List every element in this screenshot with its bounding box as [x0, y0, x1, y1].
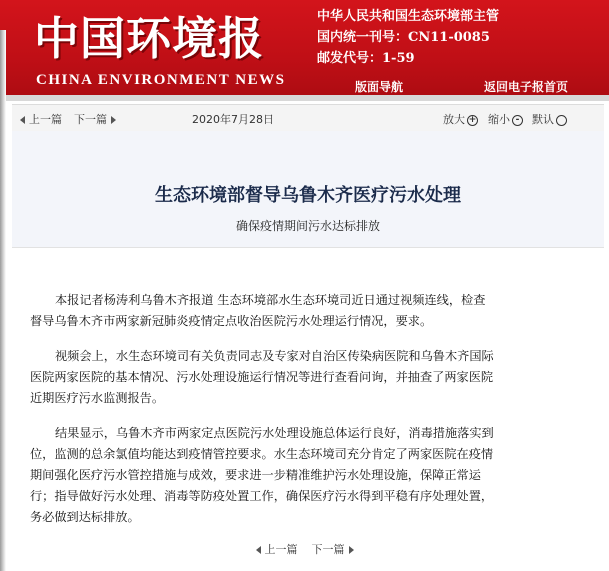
paragraph-line: 位，监测的总余氯值均能达到疫情管控要求。水生态环境司充分肯定了两家医院在疫情 [30, 447, 494, 461]
back-to-home-link[interactable]: 返回电子报首页 [484, 80, 569, 94]
zoom-in-label: 放大 [443, 113, 465, 126]
triangle-right-icon [111, 116, 116, 124]
article-paragraph [30, 290, 485, 332]
triangle-left-icon [20, 116, 25, 124]
prev-article-label: 上一篇 [29, 113, 62, 126]
bottom-article-nav [0, 541, 609, 557]
article-paragraph [30, 423, 494, 528]
article-toolbar [12, 104, 604, 132]
newspaper-logo: 中国环境报 [34, 12, 265, 65]
masthead [0, 0, 609, 95]
bottom-prev-label: 上一篇 [264, 543, 298, 556]
title-divider [12, 247, 604, 248]
bottom-prev-article-button[interactable] [256, 543, 298, 556]
paragraph-line: 医院两家医院的基本情况、污水处理设施运行情况等进行查看问询，并抽查了两家医院 [30, 370, 494, 384]
publication-authority: 中华人民共和国生态环境部主管 [317, 9, 500, 24]
publication-postal-code: 邮发代号：1-59 [317, 51, 415, 66]
article-subtitle: 确保疫情期间污水达标排放 [235, 219, 380, 233]
layout-navigation-link[interactable]: 版面导航 [355, 80, 404, 94]
paragraph-line: 务必做到达标排放。 [30, 510, 140, 524]
bottom-next-article-button[interactable] [312, 543, 354, 556]
article-header [12, 131, 604, 247]
paragraph-line: 本报记者杨涛利乌鲁木齐报道 生态环境部水生态环境司近日通过视频连线，检查 [55, 293, 486, 307]
bottom-next-label: 下一篇 [311, 543, 345, 556]
paragraph-line: 行；指导做好污水处理、消毒等防疫处置工作，确保医疗污水得到平稳有序处理处置， [30, 489, 494, 503]
page-edge-shadow [0, 30, 6, 571]
issue-date: 2020年7月28日 [192, 113, 274, 126]
zoom-in-icon: + [468, 114, 477, 125]
newspaper-logo-english: CHINA ENVIRONMENT NEWS [36, 72, 286, 88]
publication-issn: 国内统一刊号：CN11-0085 [317, 30, 490, 45]
zoom-out-label: 缩小 [488, 113, 510, 126]
header-divider [0, 95, 609, 101]
paragraph-line: 近期医疗污水监测报告。 [30, 391, 165, 405]
default-size-icon [556, 115, 567, 126]
publication-info [317, 6, 499, 69]
next-article-button[interactable] [74, 111, 116, 127]
default-size-button[interactable] [532, 111, 567, 127]
paragraph-line: 视频会上，水生态环境司有关负责同志及专家对自治区传染病医院和乌鲁木齐国际 [55, 349, 494, 363]
paragraph-line: 结果显示，乌鲁木齐市两家定点医院污水处理设施总体运行良好，消毒措施落实到 [55, 426, 494, 440]
zoom-out-icon: - [512, 115, 523, 126]
triangle-left-icon [256, 546, 261, 554]
zoom-in-button[interactable] [443, 111, 478, 127]
default-size-label: 默认 [532, 113, 554, 126]
article-paragraph [30, 346, 494, 409]
next-article-label: 下一篇 [74, 113, 107, 126]
article-title: 生态环境部督导乌鲁木齐医疗污水处理 [155, 185, 461, 206]
prev-article-button[interactable] [20, 111, 62, 127]
paragraph-line: 期间强化医疗污水管控措施与成效，要求进一步精准维护污水处理设施，保障正常运 [30, 468, 481, 482]
paragraph-line: 督导乌鲁木齐市两家新冠肺炎疫情定点收治医院污水处理运行情况，要求。 [30, 314, 433, 328]
triangle-right-icon [349, 546, 354, 554]
zoom-out-button[interactable] [488, 111, 523, 127]
